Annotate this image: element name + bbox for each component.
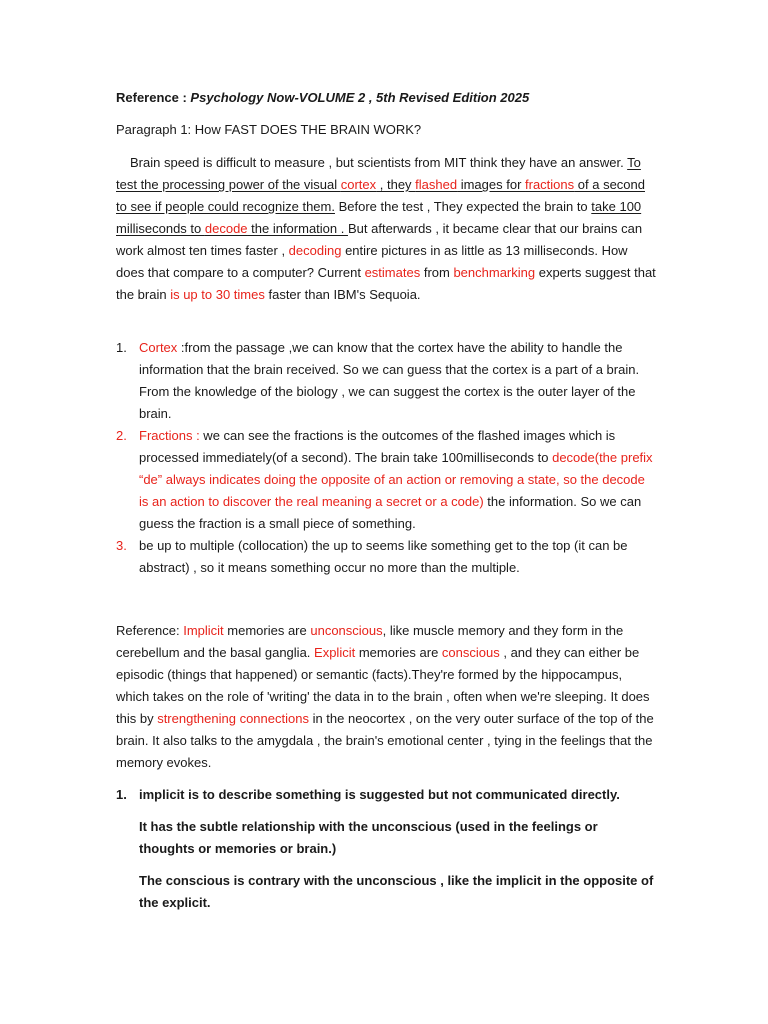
highlight-explicit: Explicit xyxy=(314,645,356,660)
ref-text: in the neocortex , on the very outer surface of the top of the brain. It also talks to the amygdala , the brain's emotional center , tying in the feelings that the memory evokes. xyxy=(116,711,654,770)
list-number: 3. xyxy=(116,538,127,553)
highlight-benchmarking: benchmarking xyxy=(453,265,536,280)
list-item xyxy=(116,535,656,579)
passage-underlined: , they xyxy=(376,177,416,192)
item-text: be up to multiple (collocation) the up to seems like something get to the top (it can be abstract) , so it means something occur no more than the multiple. xyxy=(139,538,628,575)
item-text: we can see the fractions is the outcomes of the flashed images which is processed immediately(of a second). The brain take 100milliseconds to xyxy=(139,428,616,465)
paragraph-heading: Paragraph 1: How FAST DOES THE BRAIN WORK? xyxy=(116,122,422,137)
reference-title: Psychology Now-VOLUME 2 , 5th Revised Edition 2025 xyxy=(190,90,530,105)
term-decode-note: decode(the prefix “de” always indicates doing the opposite of an action or removing a state, so the decode is an action to discover the real meaning a secret or a code) xyxy=(139,450,653,509)
passage-sentence: faster than IBM's Sequoia. xyxy=(264,287,421,302)
passage-underlined: take 100 milliseconds to xyxy=(116,199,642,236)
item-text: the information. So we can guess the fraction is a small piece of something. xyxy=(139,494,642,531)
list-item xyxy=(116,337,656,425)
list-number: 2. xyxy=(116,428,127,443)
highlight-decoding: decoding xyxy=(288,243,342,258)
note-paragraph: The conscious is contrary with the unconscious , like the implicit in the opposite of the explicit. xyxy=(139,873,654,910)
item-text: :from the passage ,we can know that the cortex have the ability to handle the information that the brain received. So we can guess that the cortex is a part of a brain. From the knowledge of the biology , we can suggest the cortex is the outer layer of the brain. xyxy=(139,340,640,421)
passage-sentence: experts suggest that the brain xyxy=(116,265,656,302)
highlight-up-to-30-times: is up to 30 times xyxy=(170,287,265,302)
reference-line xyxy=(116,90,529,105)
highlight-conscious: conscious xyxy=(441,645,500,660)
ref-text: , and they can either be episodic (things that happened) or semantic (facts).They're formed by the hippocampus, which takes on the role of 'writing' the data in to the brain , often when we're sleeping. It does this by xyxy=(116,645,650,726)
passage-sentence: from xyxy=(420,265,454,280)
passage-underlined: images for xyxy=(457,177,526,192)
list-item xyxy=(116,784,656,806)
note-line: implicit is to describe something is suggested but not communicated directly. xyxy=(139,787,620,802)
highlight-implicit: Implicit xyxy=(183,623,224,638)
passage xyxy=(116,152,656,306)
highlight-decode: decode xyxy=(204,221,248,236)
ref-text: memories are xyxy=(355,645,442,660)
reference-label: Reference : xyxy=(116,90,191,105)
passage-underlined: the information . xyxy=(247,221,348,236)
passage-sentence: Before the test , They expected the brain to xyxy=(334,199,592,214)
passage-sentence: But afterwards , it became clear that our brains can work almost ten times faster , xyxy=(116,221,643,258)
list-number: 1. xyxy=(116,787,127,802)
list-item xyxy=(116,425,656,535)
term-cortex: Cortex xyxy=(139,340,181,355)
implicit-notes xyxy=(116,784,656,914)
ref-text: , like muscle memory and they form in the cerebellum and the basal ganglia. xyxy=(116,623,624,660)
reference-passage xyxy=(116,620,656,774)
note-paragraph: It has the subtle relationship with the unconscious (used in the feelings or thoughts or memories or brain.) xyxy=(139,819,598,856)
highlight-strengthening-connections: strengthening connections xyxy=(157,711,309,726)
ref-text: Reference: xyxy=(116,623,184,638)
list-number: 1. xyxy=(116,340,127,355)
ref-text: memories are xyxy=(223,623,311,638)
passage-sentence: entire pictures in as little as 13 milliseconds. How does that compare to a computer? Current xyxy=(116,243,628,280)
highlight-cortex: cortex xyxy=(340,177,377,192)
highlight-fractions: fractions xyxy=(525,177,575,192)
highlight-estimates: estimates xyxy=(364,265,421,280)
term-fractions: Fractions : xyxy=(139,428,200,443)
vocabulary-list xyxy=(116,337,656,579)
passage-underlined: To test the processing power of the visual xyxy=(116,155,641,192)
passage-underlined: of a second to see if people could recognize them. xyxy=(116,177,645,214)
highlight-flashed: flashed xyxy=(415,177,458,192)
passage-sentence: Brain speed is difficult to measure , but scientists from MIT think they have an answer. xyxy=(130,155,624,170)
highlight-unconscious: unconscious xyxy=(310,623,383,638)
